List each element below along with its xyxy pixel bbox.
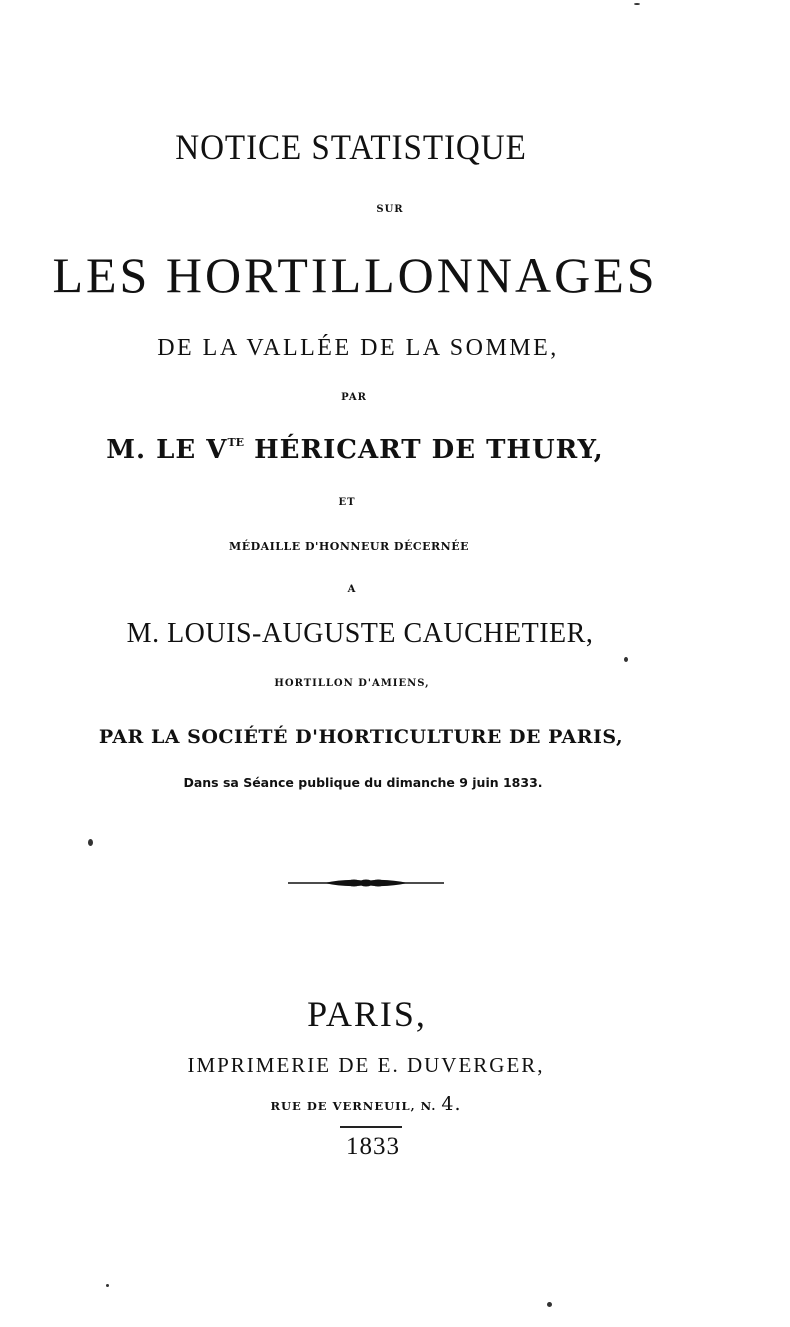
connector-et: ET [338,497,356,508]
author-superscript: TE [227,436,245,449]
author-line [0,435,750,465]
imprint-year: 1833 [346,1133,400,1160]
imprint-street [0,1093,761,1115]
ornament-rule-icon [288,873,444,893]
recipient-name: M. LOUIS-AUGUSTE CAUCHETIER, [126,618,594,649]
author-prefix: M. LE V [106,435,228,465]
session-line: Dans sa Séance publique du dimanche 9 juin 1833. [183,775,543,790]
title-line-3: DE LA VALLÉE DE LA SOMME, [157,335,559,361]
divider-rule [340,1126,402,1128]
paper-speck [634,3,640,5]
connector-par: PAR [341,392,367,403]
author-name: HÉRICART DE THURY, [244,435,604,465]
paper-speck [88,839,93,846]
paper-speck [106,1284,109,1287]
paper-speck [547,1302,552,1307]
street-prefix: RUE DE VERNEUIL, N. [270,1099,437,1113]
society-line: PAR LA SOCIÉTÉ D'HORTICULTURE DE PARIS, [98,726,624,748]
imprint-city: PARIS, [307,994,427,1034]
paper-speck [624,657,628,662]
recipient-role: HORTILLON D'AMIENS, [274,678,430,689]
connector-sur: SUR [376,204,404,215]
main-title: LES HORTILLONNAGES [52,247,658,303]
title-line-1: NOTICE STATISTIQUE [175,127,527,167]
street-number: 4. [441,1093,462,1115]
imprint-printer: IMPRIMERIE DE E. DUVERGER, [187,1053,545,1077]
medal-line: MÉDAILLE D'HONNEUR DÉCERNÉE [229,540,469,553]
connector-a: A [347,584,357,595]
